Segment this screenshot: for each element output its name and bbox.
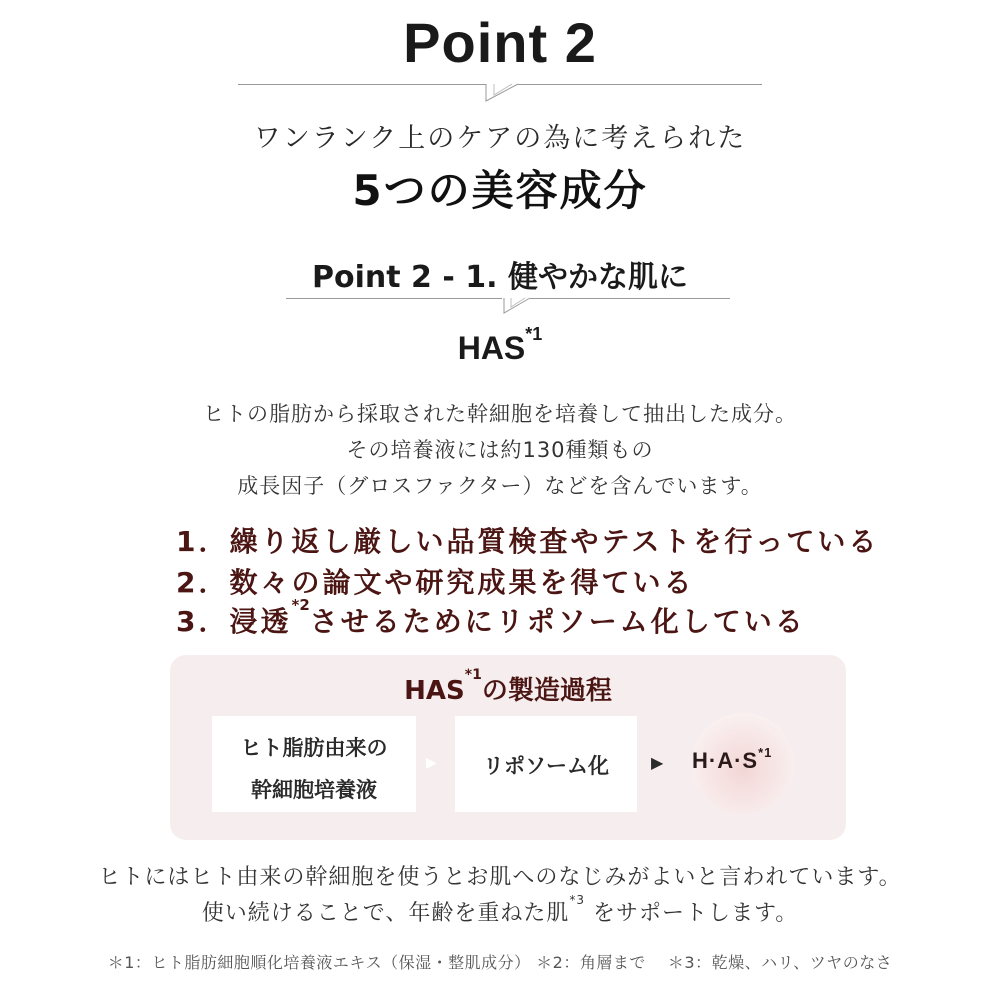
process-step-1: [212, 716, 416, 812]
closing-line-1: ヒトにはヒト由来の幹細胞を使うとお肌へのなじみがよいと言われています。: [98, 865, 902, 890]
header-divider-right: [518, 84, 762, 85]
feature-item-1: 1．繰り返し厳しい品質検査やテストを行っている: [176, 525, 880, 558]
closing-footnote-mark: *3: [569, 893, 585, 907]
subtitle: ワンランク上のケアの為に考えられた: [253, 123, 747, 154]
arrow-right-icon: ▶: [426, 755, 437, 771]
process-step-1-line2: 幹細胞培養液: [251, 778, 377, 802]
ingredient-footnote-mark: *1: [525, 324, 543, 344]
description-line: ヒトの脂肪から採取された幹細胞を培養して抽出した成分。: [203, 402, 797, 426]
feature-text: 3．浸透: [176, 605, 292, 638]
feature-text: させるためにリポソーム化している: [309, 605, 806, 638]
arrow-right-icon: ▶: [651, 753, 664, 772]
speech-notch-icon: [500, 297, 534, 317]
ingredient-name: HAS: [457, 330, 526, 366]
feature-item-2: 2．数々の論文や研究成果を得ている: [176, 566, 695, 599]
closing-line-2: [0, 893, 1000, 927]
footnotes: ＊1：ヒト脂肪細胞順化培養液エキス（保湿・整肌成分） ＊2：角層まで ＊3：乾燥、ハリ、ツヤのなさ: [107, 953, 893, 972]
feature-footnote-mark: *2: [291, 596, 310, 614]
feature-item-3: [176, 596, 806, 640]
description-line: その培養液には約130種類もの: [346, 438, 654, 462]
section-divider-left: [286, 298, 502, 299]
process-result-label: H·A·S: [692, 748, 759, 773]
header-divider-left: [238, 84, 486, 85]
description-line: 成長因子（グロスファクター）などを含んでいます。: [237, 474, 763, 498]
ingredient-title: [0, 324, 1000, 367]
process-step-1-line1: ヒト脂肪由来の: [240, 736, 388, 760]
process-title-name: HAS: [404, 676, 465, 706]
closing-text: をサポートします。: [584, 901, 799, 926]
process-title: [170, 667, 846, 707]
process-step-2-label: リポソーム化: [483, 754, 609, 778]
section-heading: Point 2 - 1. 健やかな肌に: [312, 260, 688, 295]
speech-notch-icon: [482, 83, 522, 105]
process-result-footnote-mark: *1: [758, 745, 773, 760]
main-heading: 5つの美容成分: [352, 166, 648, 215]
process-title-suffix: の製造過程: [481, 676, 612, 706]
page-title: Point 2: [403, 11, 597, 74]
process-step-2: [455, 716, 637, 812]
closing-text: 使い続けることで、年齢を重ねた肌: [201, 901, 570, 926]
section-divider-right: [530, 298, 730, 299]
process-result: [692, 745, 812, 774]
process-title-footnote-mark: *1: [464, 667, 482, 683]
